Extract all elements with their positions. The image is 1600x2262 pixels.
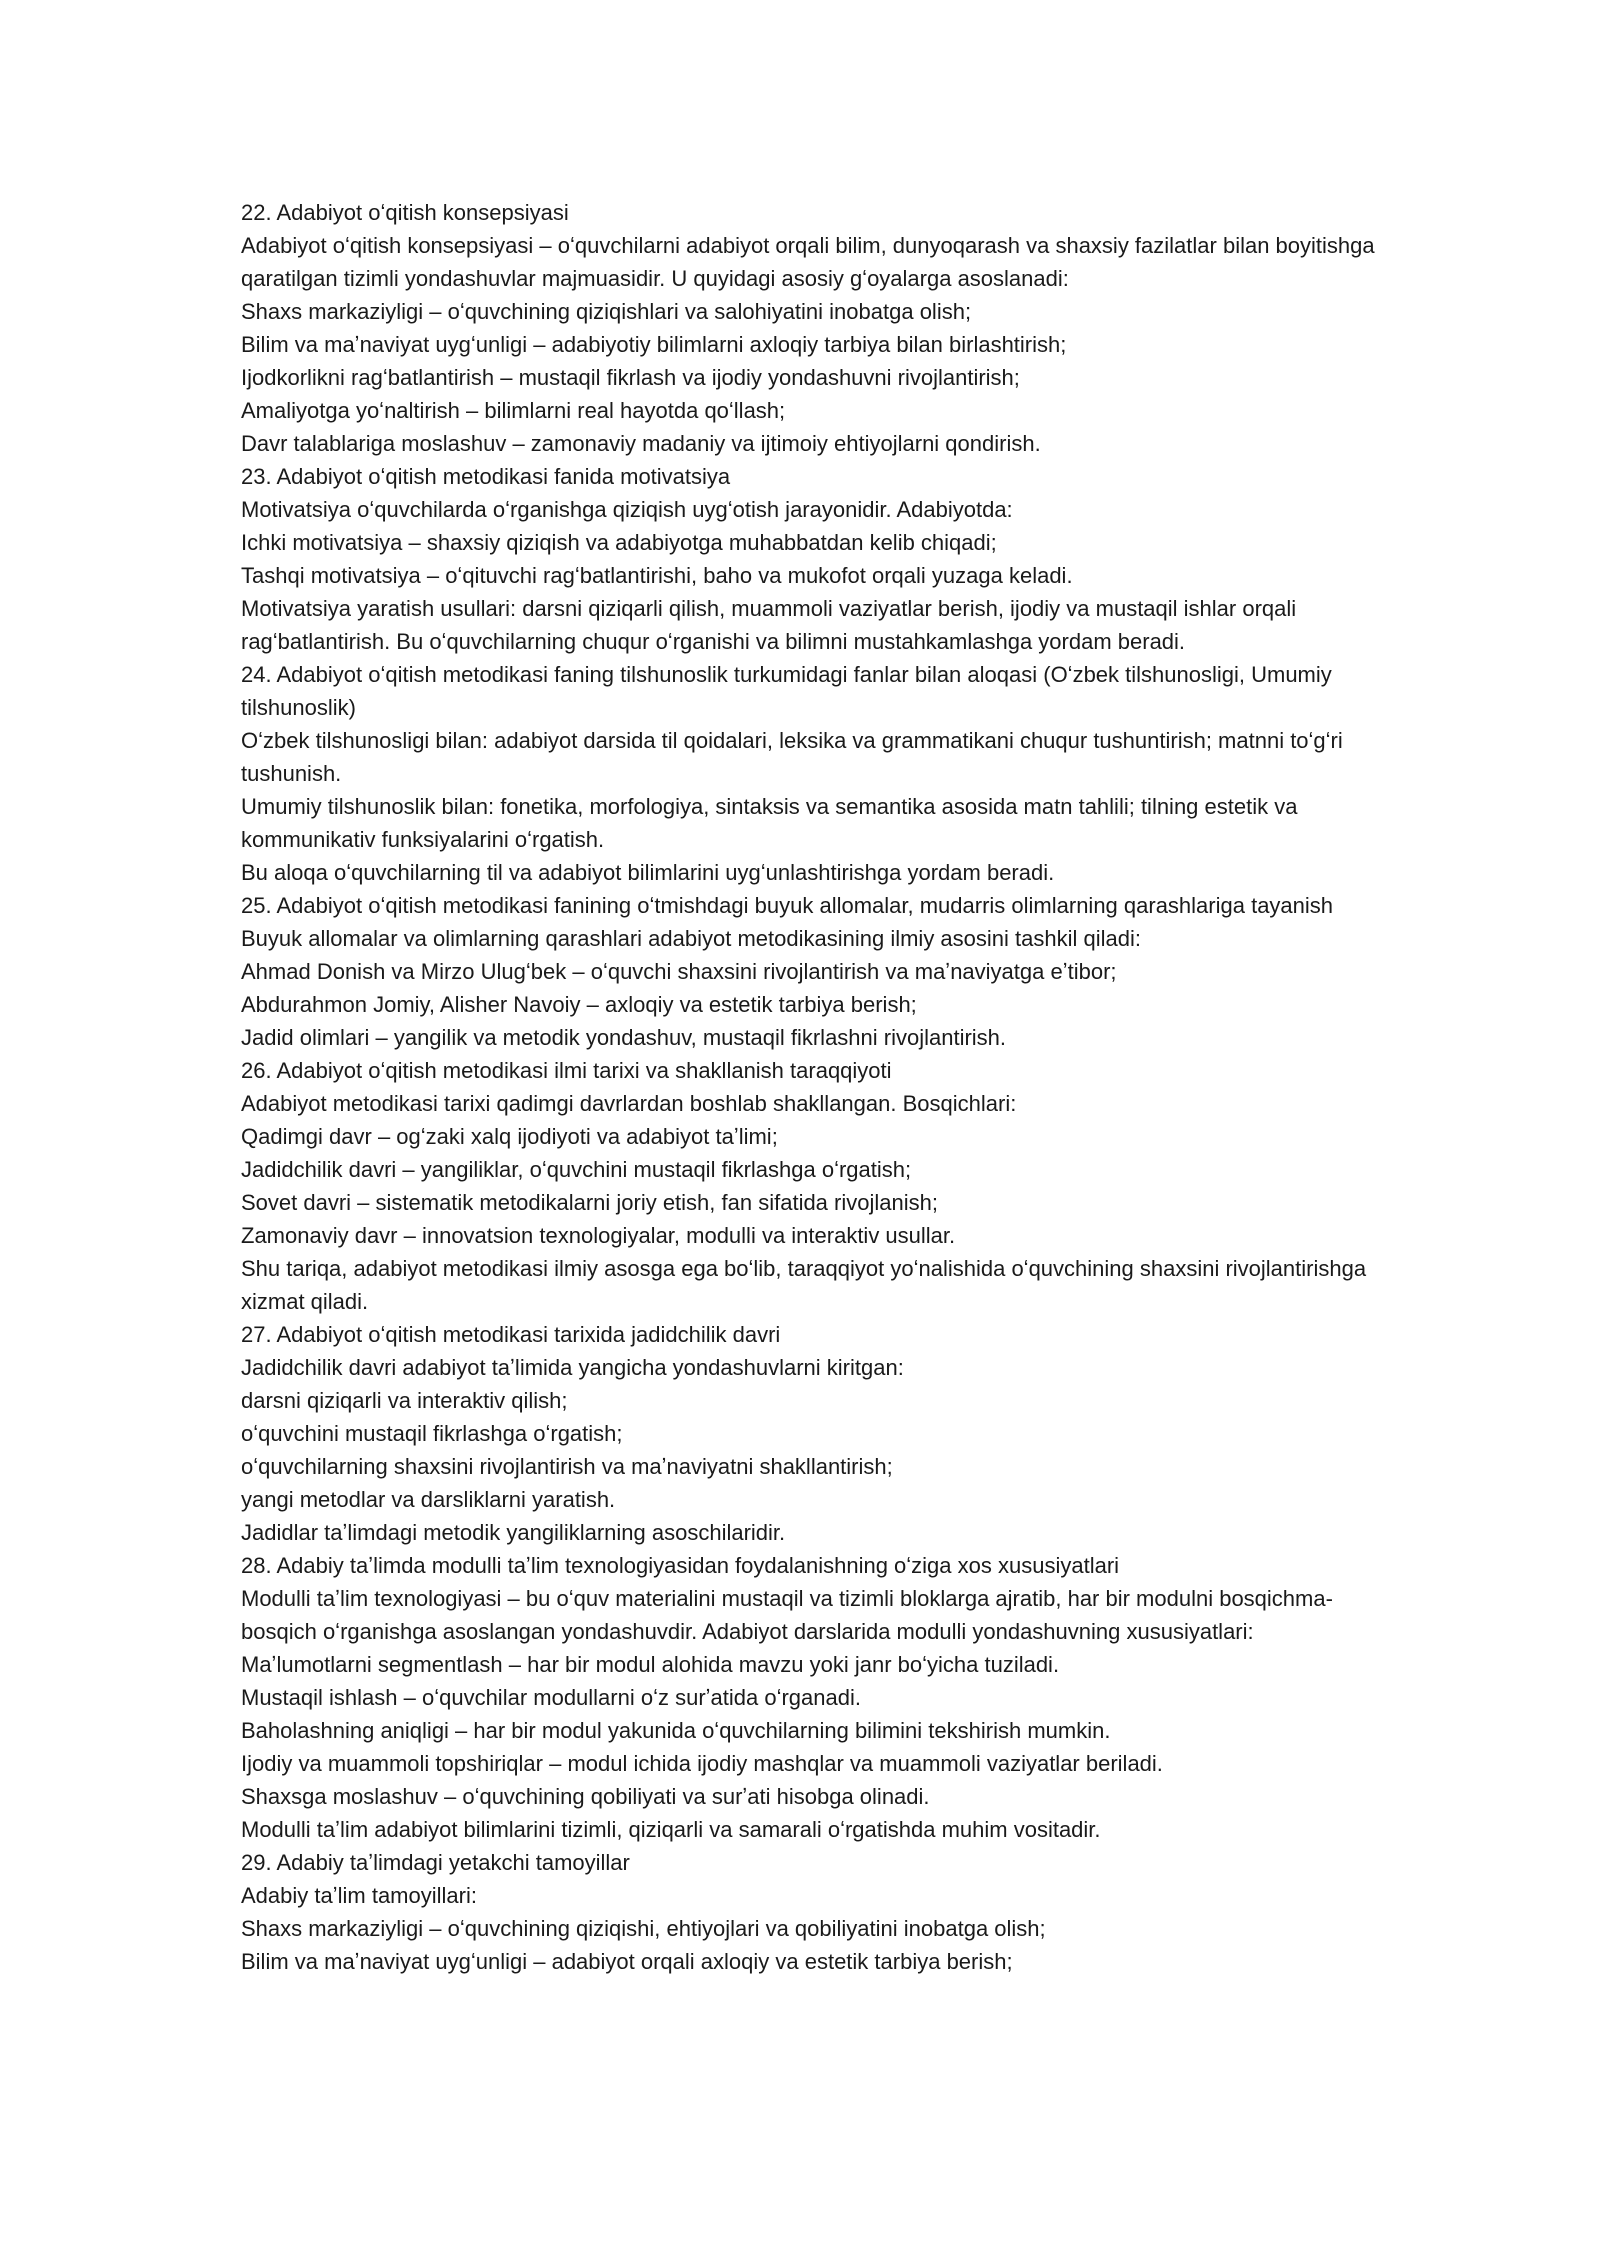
paragraph: Umumiy tilshunoslik bilan: fonetika, morfologiya, sintaksis va semantika asosida matn tahlili; tilning estetik va kommunikativ funksiyalarini oʻrgatish. — [241, 794, 1298, 852]
list-item: oʻquvchini mustaqil fikrlashga oʻrgatish; — [241, 1421, 623, 1446]
list-item: Bilim va maʼnaviyat uygʻunligi – adabiyotiy bilimlarni axloqiy tarbiya bilan birlashtirish; — [241, 332, 1067, 357]
section-heading: 22. Adabiyot oʻqitish konsepsiyasi — [241, 200, 569, 225]
list-item: Jadidchilik davri – yangiliklar, oʻquvchini mustaqil fikrlashga oʻrgatish; — [241, 1157, 912, 1182]
list-item: Shaxs markaziyligi – oʻquvchining qiziqishi, ehtiyojlari va qobiliyatini inobatga olish; — [241, 1916, 1046, 1941]
list-item: Zamonaviy davr – innovatsion texnologiyalar, modulli va interaktiv usullar. — [241, 1223, 956, 1248]
paragraph: Buyuk allomalar va olimlarning qarashlari adabiyot metodikasining ilmiy asosini tashkil qiladi: — [241, 926, 1141, 951]
section-heading: 29. Adabiy taʼlimdagi yetakchi tamoyillar — [241, 1850, 630, 1875]
paragraph: Bu aloqa oʻquvchilarning til va adabiyot bilimlarini uygʻunlashtirishga yordam beradi. — [241, 860, 1055, 885]
section-heading: 25. Adabiyot oʻqitish metodikasi fanining oʻtmishdagi buyuk allomalar, mudarris olimlarning qarashlariga tayanish — [241, 893, 1334, 918]
paragraph: Shu tariqa, adabiyot metodikasi ilmiy asosga ega boʻlib, taraqqiyot yoʻnalishida oʻquvchining shaxsini rivojlantirishga xizmat qiladi. — [241, 1256, 1367, 1314]
paragraph: Motivatsiya yaratish usullari: darsni qiziqarli qilish, muammoli vaziyatlar berish, ijodiy va mustaqil ishlar orqali ragʻbatlantirish. Bu oʻquvchilarning chuqur oʻrganishi va bilimni mustahkamlashga yordam beradi. — [241, 596, 1297, 654]
section-heading: 28. Adabiy taʼlimda modulli taʼlim texnologiyasidan foydalanishning oʻziga xos xususiyatlari — [241, 1553, 1120, 1578]
list-item: darsni qiziqarli va interaktiv qilish; — [241, 1388, 568, 1413]
section-heading: 27. Adabiyot oʻqitish metodikasi tarixida jadidchilik davri — [241, 1322, 781, 1347]
paragraph: Jadidlar taʼlimdagi metodik yangiliklarning asoschilaridir. — [241, 1520, 786, 1545]
list-item: Amaliyotga yoʻnaltirish – bilimlarni real hayotda qoʻllash; — [241, 398, 786, 423]
list-item: Ichki motivatsiya – shaxsiy qiziqish va adabiyotga muhabbatdan kelib chiqadi; — [241, 530, 997, 555]
paragraph: Modulli taʼlim texnologiyasi – bu oʻquv materialini mustaqil va tizimli bloklarga ajratib, har bir modulni bosqichma-bosqich oʻrganishga asoslangan yondashuvdir. Adabiyot darslarida modulli yondashuvning xususiyatlari: — [241, 1586, 1333, 1644]
list-item: Tashqi motivatsiya – oʻqituvchi ragʻbatlantirishi, baho va mukofot orqali yuzaga keladi. — [241, 563, 1073, 588]
list-item: Maʼlumotlarni segmentlash – har bir modul alohida mavzu yoki janr boʻyicha tuziladi. — [241, 1652, 1060, 1677]
list-item: Jadid olimlari – yangilik va metodik yondashuv, mustaqil fikrlashni rivojlantirish. — [241, 1025, 1007, 1050]
section-heading: 24. Adabiyot oʻqitish metodikasi faning tilshunoslik turkumidagi fanlar bilan aloqasi (Oʻzbek tilshunosligi, Umumiy tilshunoslik) — [241, 662, 1332, 720]
paragraph: Jadidchilik davri adabiyot taʼlimida yangicha yondashuvlarni kiritgan: — [241, 1355, 904, 1380]
paragraph: Adabiy taʼlim tamoyillari: — [241, 1883, 477, 1908]
list-item: Abdurahmon Jomiy, Alisher Navoiy – axloqiy va estetik tarbiya berish; — [241, 992, 917, 1017]
paragraph: Adabiyot oʻqitish konsepsiyasi – oʻquvchilarni adabiyot orqali bilim, dunyoqarash va shaxsiy fazilatlar bilan boyitishga qaratilgan tizimli yondashuvlar majmuasidir. U quyidagi asosiy gʻoyalarga asoslanadi: — [241, 233, 1375, 291]
section-heading: 23. Adabiyot oʻqitish metodikasi fanida motivatsiya — [241, 464, 731, 489]
list-item: yangi metodlar va darsliklarni yaratish. — [241, 1487, 616, 1512]
list-item: Mustaqil ishlash – oʻquvchilar modullarni oʻz surʼatida oʻrganadi. — [241, 1685, 861, 1710]
list-item: Baholashning aniqligi – har bir modul yakunida oʻquvchilarning bilimini tekshirish mumkin. — [241, 1718, 1111, 1743]
document-body — [241, 196, 1381, 1978]
paragraph: Adabiyot metodikasi tarixi qadimgi davrlardan boshlab shakllangan. Bosqichlari: — [241, 1091, 1017, 1116]
paragraph: Oʻzbek tilshunosligi bilan: adabiyot darsida til qoidalari, leksika va grammatikani chuqur tushuntirish; matnni toʻgʻri tushunish. — [241, 728, 1343, 786]
list-item: Ijodiy va muammoli topshiriqlar – modul ichida ijodiy mashqlar va muammoli vaziyatlar beriladi. — [241, 1751, 1163, 1776]
list-item: Shaxs markaziyligi – oʻquvchining qiziqishlari va salohiyatini inobatga olish; — [241, 299, 972, 324]
list-item: Ijodkorlikni ragʻbatlantirish – mustaqil fikrlash va ijodiy yondashuvni rivojlantirish; — [241, 365, 1020, 390]
section-heading: 26. Adabiyot oʻqitish metodikasi ilmi tarixi va shakllanish taraqqiyoti — [241, 1058, 892, 1083]
list-item: Qadimgi davr – ogʻzaki xalq ijodiyoti va adabiyot taʼlimi; — [241, 1124, 778, 1149]
list-item: Ahmad Donish va Mirzo Ulugʻbek – oʻquvchi shaxsini rivojlantirish va maʼnaviyatga eʼtibor; — [241, 959, 1117, 984]
paragraph: Modulli taʼlim adabiyot bilimlarini tizimli, qiziqarli va samarali oʻrgatishda muhim vositadir. — [241, 1817, 1101, 1842]
list-item: Bilim va maʼnaviyat uygʻunligi – adabiyot orqali axloqiy va estetik tarbiya berish; — [241, 1949, 1013, 1974]
list-item: oʻquvchilarning shaxsini rivojlantirish va maʼnaviyatni shakllantirish; — [241, 1454, 893, 1479]
list-item: Davr talablariga moslashuv – zamonaviy madaniy va ijtimoiy ehtiyojlarni qondirish. — [241, 431, 1041, 456]
list-item: Shaxsga moslashuv – oʻquvchining qobiliyati va surʼati hisobga olinadi. — [241, 1784, 930, 1809]
list-item: Sovet davri – sistematik metodikalarni joriy etish, fan sifatida rivojlanish; — [241, 1190, 938, 1215]
paragraph: Motivatsiya oʻquvchilarda oʻrganishga qiziqish uygʻotish jarayonidir. Adabiyotda: — [241, 497, 1013, 522]
